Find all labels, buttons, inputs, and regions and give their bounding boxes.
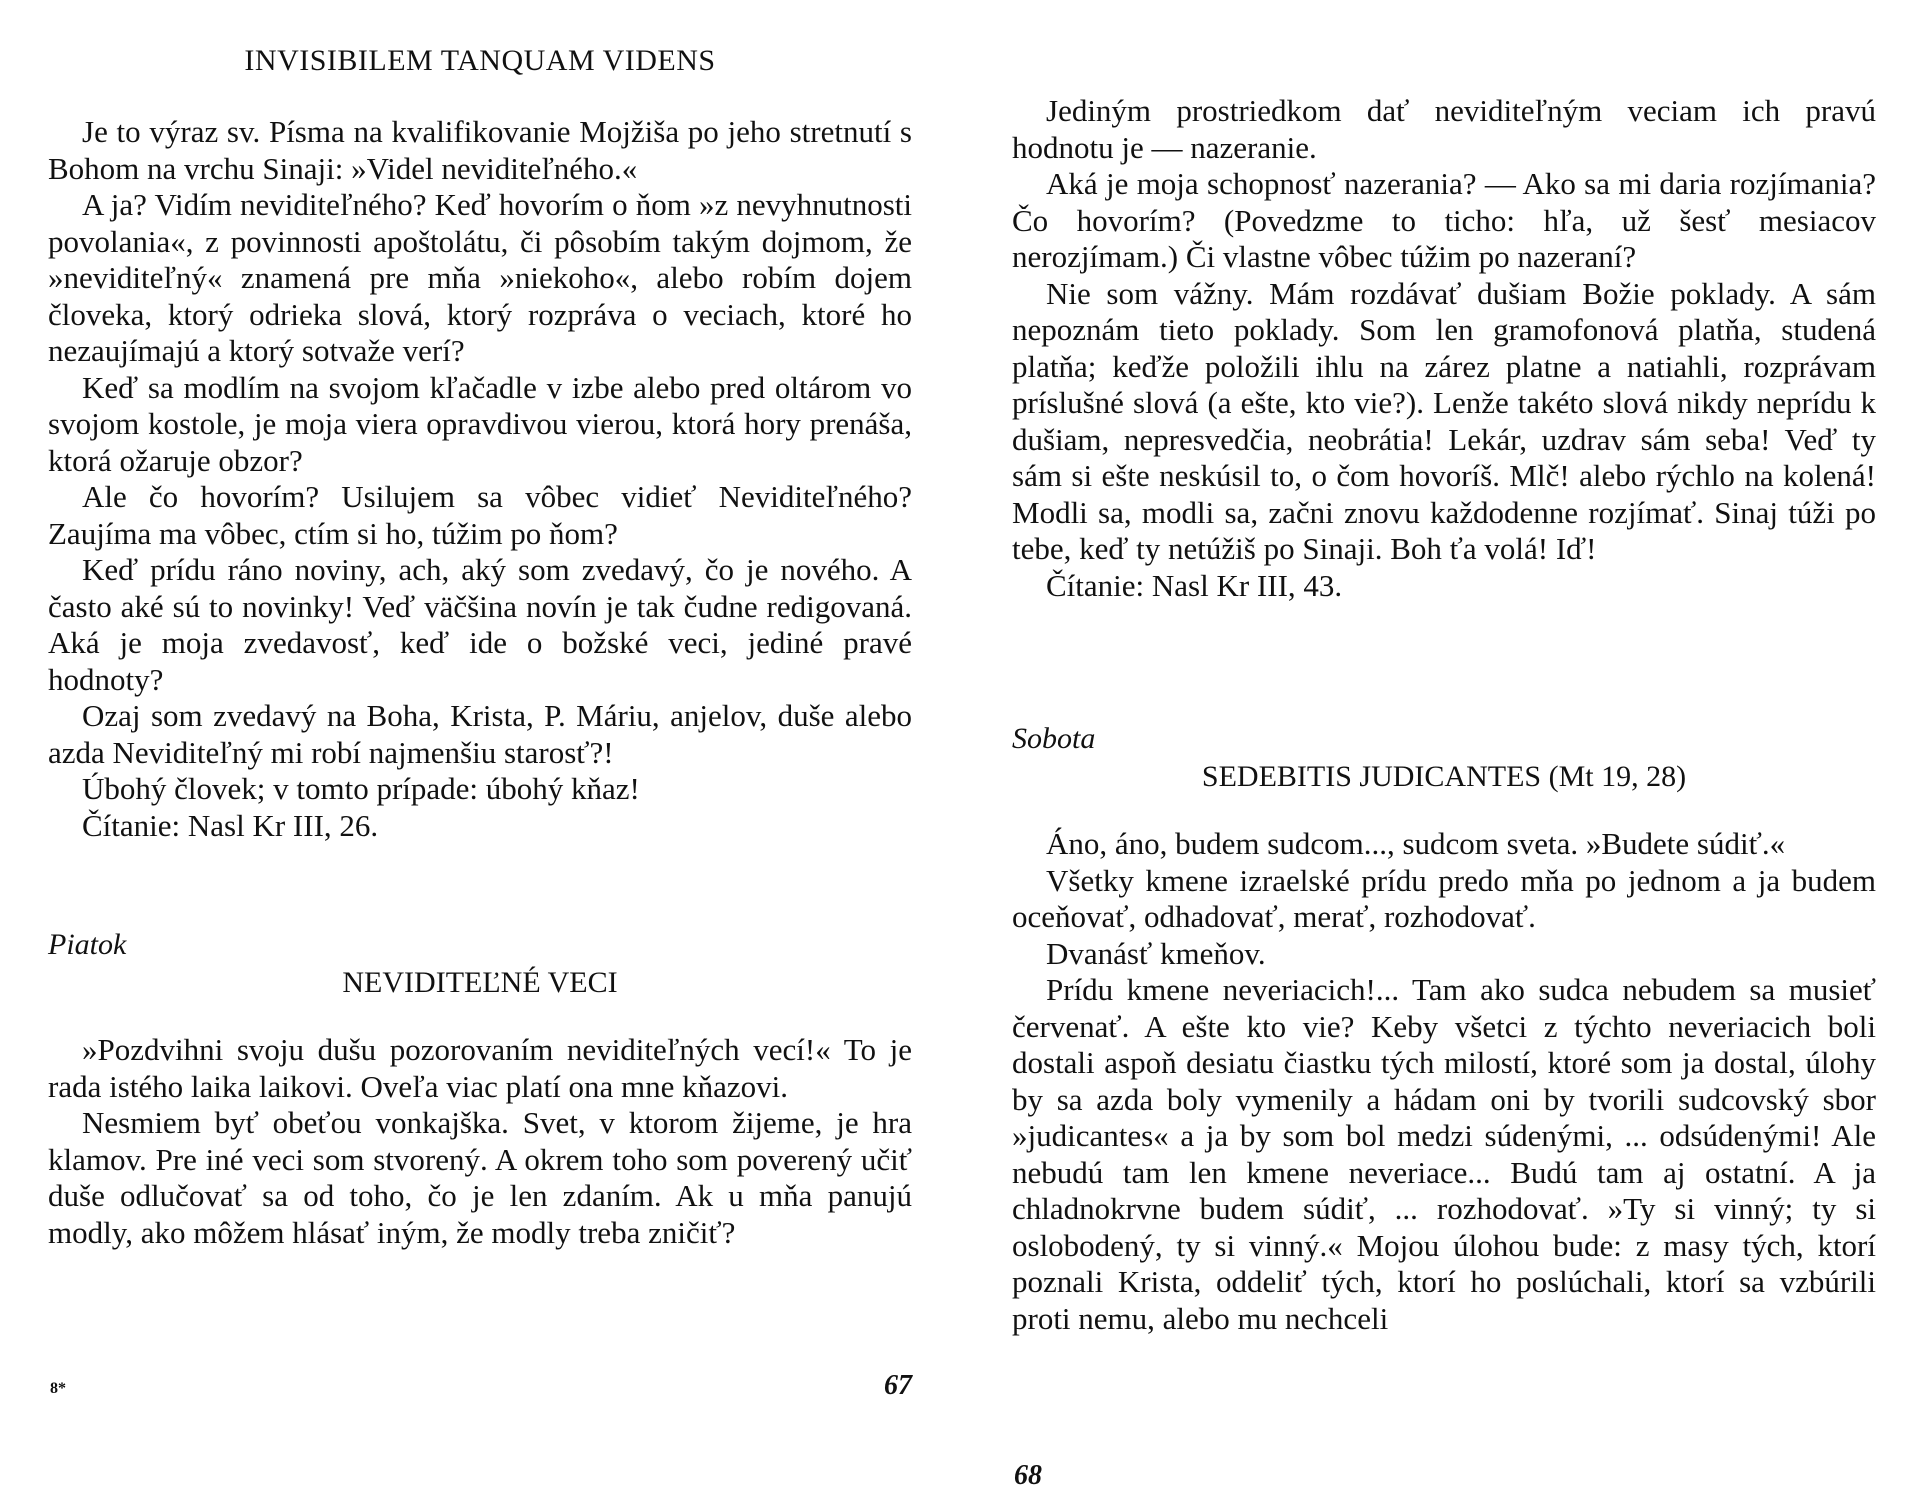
paragraph: Ale čo hovorím? Usilujem sa vôbec vidieť Neviditeľného? Zaujíma ma vôbec, ctím si ho, túžim po ňom? <box>48 479 912 551</box>
section-title: NEVIDITEĽNÉ VECI <box>342 966 618 999</box>
paragraph: Nie som vážny. Mám rozdávať dušiam Božie poklady. A sám nepoznám tieto poklady. Som len gramofonová platňa, studená platňa; keďže položili ihlu na zárez platne a natiahli, rozprávam príslušné slová (a ešte, kto vie?). Lenže takéto slová nikdy neprídu k dušiam, nepresvedčia, neobrátia! Lekár, uzdrav sám seba! Veď ty sám si ešte neskúsil to, o čom hovoríš. Mlč! alebo rýchlo na kolená! Modli sa, modli sa, začni znovu každodenne rozjímať. Sinaj túži po tebe, keď ty netúžiš po Sinaji. Boh ťa volá! Iď! <box>1012 275 1876 566</box>
page-number: 68 <box>1014 1460 1042 1491</box>
paragraph: Prídu kmene neveriacich!... Tam ako sudca nebudem sa musieť červenať. A ešte kto vie? Keby všetci z týchto neveriacich boli dostali aspoň desiatu čiastku tých milostí, ktoré som ja dostal, úlohy by sa azda boly vymenily a hádam oni by tvorili sudcovský sbor »judicantes« a ja by som bol medzi súdenými, ... odsúdenými! Ale nebudú tam len kmene neveriace... Budú tam aj ostatní. A ja chladnokrvne budem súdiť, ... rozhodovať. »Ty si vinný; ty si oslobodený, ty si vinný.« Mojou úlohou bude: z masy tých, ktorí poznali Krista, oddeliť tých, ktorí ho poslúchali, ktorí sa vzbúrili proti nemu, alebo mu nechceli <box>1012 972 1876 1336</box>
right-section-text-block <box>1012 826 1876 1337</box>
paragraph: Čítanie: Nasl Kr III, 26. <box>82 807 379 843</box>
paragraph: »Pozdvihni svoju dušu pozorovaním neviditeľných vecí!« To je rada istého laika laikovi. Oveľa viac platí ona mne kňazovi. <box>48 1032 912 1104</box>
left-section-text-block <box>48 1032 912 1251</box>
paragraph: Úbohý človek; v tomto prípade: úbohý kňaz! <box>82 771 640 806</box>
paragraph: Keď prídu ráno noviny, ach, aký som zvedavý, čo je nového. A často aké sú to novinky! Veď väčšina novín je tak čudne redigovaná. Aká je moja zvedavosť, keď ide o božské veci, jediné pravé hodnoty? <box>48 552 912 697</box>
paragraph: Jediným prostriedkom dať neviditeľným veciam ich pravú hodnotu je — nazeranie. <box>1012 93 1876 165</box>
day-label: Sobota <box>1012 722 1096 755</box>
left-page <box>48 0 912 1500</box>
paragraph: Je to výraz sv. Písma na kvalifikovanie Mojžiša po jeho stretnutí s Bohom na vrchu Sinaji: »Videl neviditeľného.« <box>48 114 912 186</box>
left-text-block <box>48 114 912 844</box>
paragraph: Keď sa modlím na svojom kľačadle v izbe alebo pred oltárom vo svojom kostole, je moja viera opravdivou vierou, ktorá hory prenáša, ktorá ožaruje obzor? <box>48 369 912 478</box>
paragraph: Všetky kmene izraelské prídu predo mňa po jednom a ja budem oceňovať, odhadovať, merať, rozhodovať. <box>1012 862 1876 934</box>
page-number: 67 <box>884 1370 912 1401</box>
paragraph: A ja? Vidím neviditeľného? Keď hovorím o ňom »z nevyhnutnosti povolania«, z povinnosti apoštolátu, či pôsobím takým dojmom, že »neviditeľný« znamená pre mňa »niekoho«, alebo robím dojem človeka, ktorý odrieka slová, ktorý rozpráva o veciach, ktoré ho nezaujímajú a ktorý sotvaže verí? <box>48 187 912 368</box>
paragraph: Dvanásť kmeňov. <box>1046 935 1266 971</box>
day-label: Piatok <box>48 928 127 961</box>
paragraph: Čítanie: Nasl Kr III, 43. <box>1046 567 1343 603</box>
paragraph: Ozaj som zvedavý na Boha, Krista, P. Máriu, anjelov, duše alebo azda Neviditeľný mi robí najmenšiu starosť?! <box>48 698 912 770</box>
paragraph: Nesmiem byť obeťou vonkajška. Svet, v ktorom žijeme, je hra klamov. Pre iné veci som stvorený. A okrem toho som poverený učiť duše odlučovať sa od toho, čo je len zdaním. Ak u mňa panujú modly, ako môžem hlásať iným, že modly treba zničiť? <box>48 1105 912 1250</box>
section-title: SEDEBITIS JUDICANTES (Mt 19, 28) <box>1201 760 1687 793</box>
signature-mark: 8* <box>50 1380 66 1397</box>
right-text-block <box>1012 93 1876 604</box>
paragraph: Aká je moja schopnosť nazerania? — Ako sa mi daria rozjímania? Čo hovorím? (Povedzme to ticho: hľa, už šesť mesiacov nerozjímam.) Či vlastne vôbec túžim po nazeraní? <box>1012 166 1876 274</box>
running-title: INVISIBILEM TANQUAM VIDENS <box>244 44 716 77</box>
right-page <box>1012 0 1876 1500</box>
paragraph: Áno, áno, budem sudcom..., sudcom sveta. »Budete súdiť.« <box>1046 826 1786 861</box>
